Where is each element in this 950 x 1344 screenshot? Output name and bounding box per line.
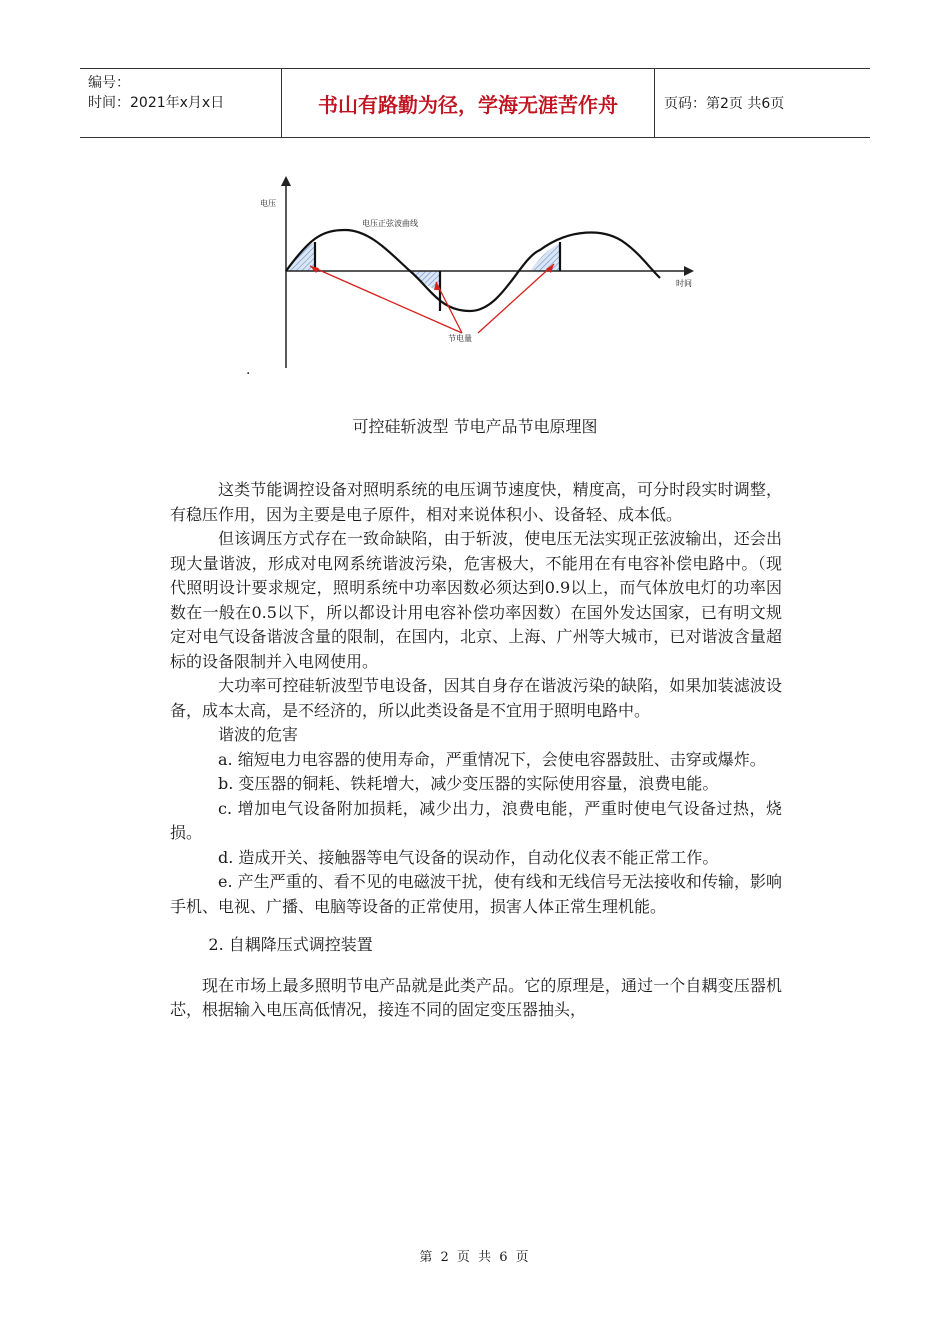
harm-item: d. 造成开关、接触器等电气设备的误动作，自动化仪表不能正常工作。 [218, 847, 719, 867]
y-axis-arrow [281, 176, 291, 186]
header-page-info: 页码：第2页 共6页 [664, 96, 785, 112]
harm-item: e. 产生严重的、看不见的电磁波干扰，使有线和无线信号无法接收和传输，影响手机、电视、广播、电脑等设备的正常使用，损害人体正常生理机能。 [170, 872, 782, 916]
harm-title: 谐波的危害 [218, 725, 299, 744]
x-axis-arrow [684, 266, 694, 276]
harm-item: b. 变压器的铜耗、铁耗增大，减少变压器的实际使用容量，浪费电能。 [218, 774, 719, 793]
paragraph: 但该调压方式存在一致命缺陷，由于斩波，使电压无法实现正弦波输出，还会出现大量谐波，形成对电网系统谐波污染，危害极大，不能用在有电容补偿电路中。（现代照明设计要求规定，照明系统中功率因数必须达到0.9以上，而气体放电灯的功率因数在一般在0.5以下，所以都设计用电容补偿功率因数）在国外发达国家，已有明文规定对电气设备谐波含量的限制，在国内，北京、上海、广州等大城市，已对谐波含量超标的设备限制并入电网使用。 [170, 529, 782, 671]
y-axis-label: 电压 [260, 199, 276, 208]
figure-caption: 可控硅斩波型 节电产品节电原理图 [352, 417, 598, 436]
x-axis-label: 时间 [676, 279, 692, 288]
stray-dot: . [246, 362, 251, 378]
section-title: 2. 自耦降压式调控装置 [208, 935, 373, 954]
paragraph: 这类节能调控设备对照明系统的电压调节速度快，精度高，可分时段实时调整，有稳压作用，因为主要是电子原件，相对来说体积小、设备轻、成本低。 [170, 480, 782, 524]
header-meta [80, 69, 282, 137]
saving-label: 节电量 [448, 334, 472, 343]
number-label: 编号： [88, 75, 130, 91]
body-text [170, 478, 782, 1023]
principle-diagram [240, 168, 710, 383]
curve-label: 电压正弦波曲线 [362, 219, 418, 228]
page-header [80, 68, 870, 138]
harm-item: a. 缩短电力电容器的使用寿命，严重情况下，会使电容器鼓肚、击穿或爆炸。 [218, 749, 766, 769]
page-footer: 第 2 页 共 6 页 [419, 1250, 531, 1265]
paragraph: 大功率可控硅斩波型节电设备，因其自身存在谐波污染的缺陷，如果加装滤波设备，成本太高，是不经济的，所以此类设备是不宜用于照明电路中。 [170, 676, 782, 720]
time-label: 时间：2021年x月x日 [88, 95, 225, 111]
harm-item: c. 增加电气设备附加损耗，减少出力，浪费电能，严重时使电气设备过热，烧损。 [170, 798, 782, 842]
paragraph: 现在市场上最多照明节电产品就是此类产品。它的原理是，通过一个自耦变压器机芯，根据输入电压高低情况，接连不同的固定变压器抽头， [170, 975, 782, 1019]
header-motto: 书山有路勤为径，学海无涯苦作舟 [282, 69, 655, 137]
